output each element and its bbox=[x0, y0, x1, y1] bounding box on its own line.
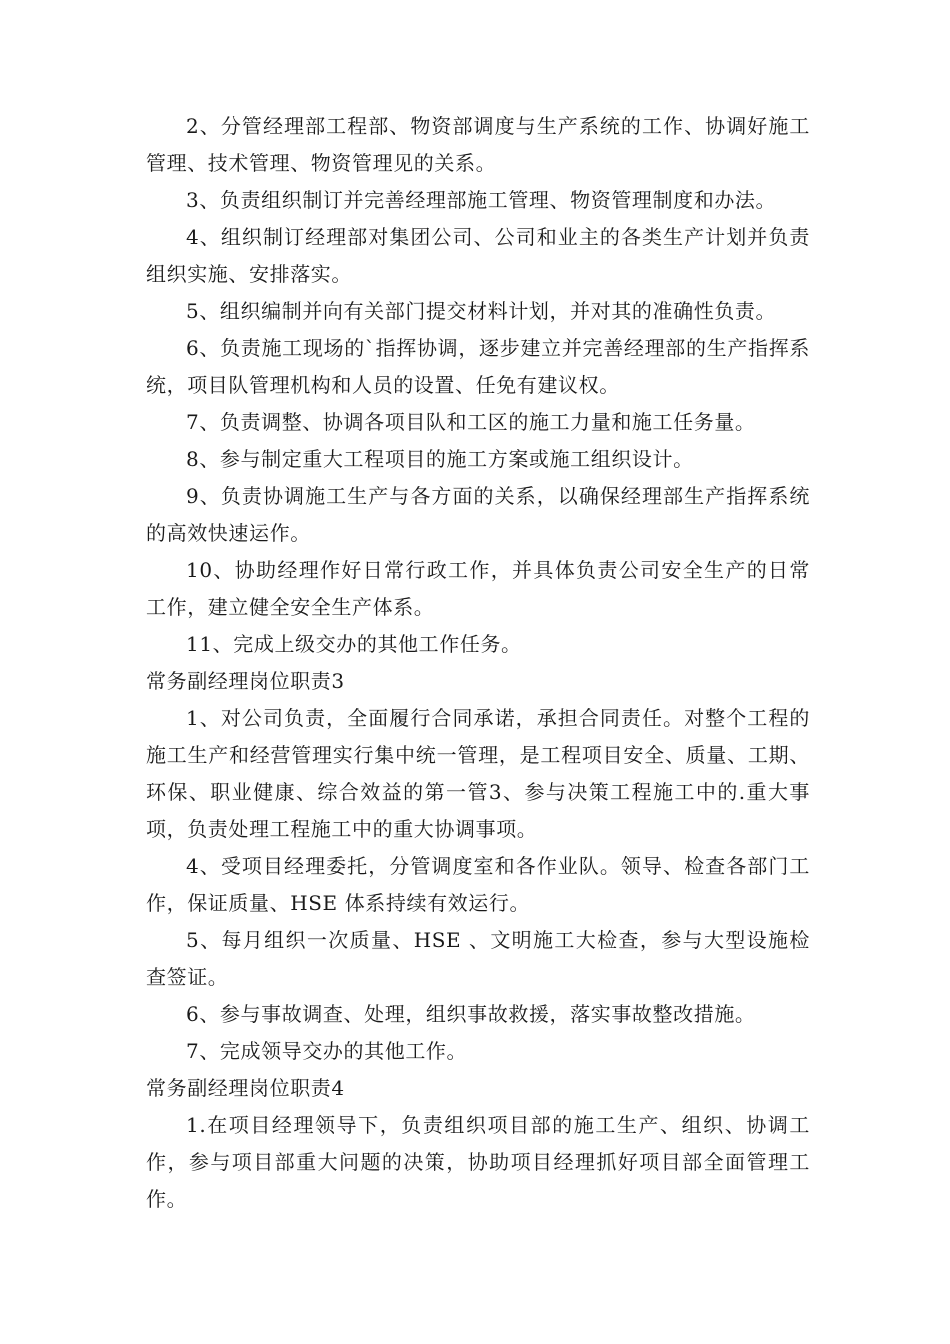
paragraph-item-9: 9、负责协调施工生产与各方面的关系，以确保经理部生产指挥系统的高效快速运作。 bbox=[146, 484, 810, 545]
paragraph-item-s3-7: 7、完成领导交办的其他工作。 bbox=[186, 1039, 468, 1063]
document-body bbox=[146, 108, 810, 1218]
paragraph-item-6: 6、负责施工现场的`指挥协调，逐步建立并完善经理部的生产指挥系统，项目队管理机构和人员的设置、任免有建议权。 bbox=[146, 336, 810, 397]
paragraph-item-s3-4: 4、受项目经理委托，分管调度室和各作业队。领导、检查各部门工作，保证质量、HSE 体系持续有效运行。 bbox=[146, 854, 810, 915]
paragraph-item-10: 10、协助经理作好日常行政工作，并具体负责公司安全生产的日常工作，建立健全安全生产体系。 bbox=[146, 558, 810, 619]
paragraph-item-8: 8、参与制定重大工程项目的施工方案或施工组织设计。 bbox=[186, 447, 694, 471]
paragraph-item-s3-5: 5、每月组织一次质量、HSE 、文明施工大检查，参与大型设施检查签证。 bbox=[146, 928, 810, 989]
paragraph-item-s3-6: 6、参与事故调查、处理，组织事故救援，落实事故整改措施。 bbox=[186, 1002, 756, 1026]
section-heading-3: 常务副经理岗位职责3 bbox=[146, 669, 345, 693]
paragraph-item-4: 4、组织制订经理部对集团公司、公司和业主的各类生产计划并负责组织实施、安排落实。 bbox=[146, 225, 810, 286]
paragraph-item-3: 3、负责组织制订并完善经理部施工管理、物资管理制度和办法。 bbox=[186, 188, 777, 212]
paragraph-item-5: 5、组织编制并向有关部门提交材料计划，并对其的准确性负责。 bbox=[186, 299, 777, 323]
paragraph-item-s4-1: 1.在项目经理领导下，负责组织项目部的施工生产、组织、协调工作，参与项目部重大问题的决策，协助项目经理抓好项目部全面管理工作。 bbox=[146, 1113, 810, 1211]
paragraph-item-7: 7、负责调整、协调各项目队和工区的施工力量和施工任务量。 bbox=[186, 410, 756, 434]
paragraph-item-2: 2、分管经理部工程部、物资部调度与生产系统的工作、协调好施工管理、技术管理、物资管理见的关系。 bbox=[146, 114, 810, 175]
paragraph-item-s3-1: 1、对公司负责，全面履行合同承诺，承担合同责任。对整个工程的施工生产和经营管理实行集中统一管理，是工程项目安全、质量、工期、环保、职业健康、综合效益的第一管3、参与决策工程施工中的.重大事项，负责处理工程施工中的重大协调事项。 bbox=[146, 706, 810, 841]
section-heading-4: 常务副经理岗位职责4 bbox=[146, 1076, 345, 1100]
paragraph-item-11: 11、完成上级交办的其他工作任务。 bbox=[186, 632, 522, 656]
